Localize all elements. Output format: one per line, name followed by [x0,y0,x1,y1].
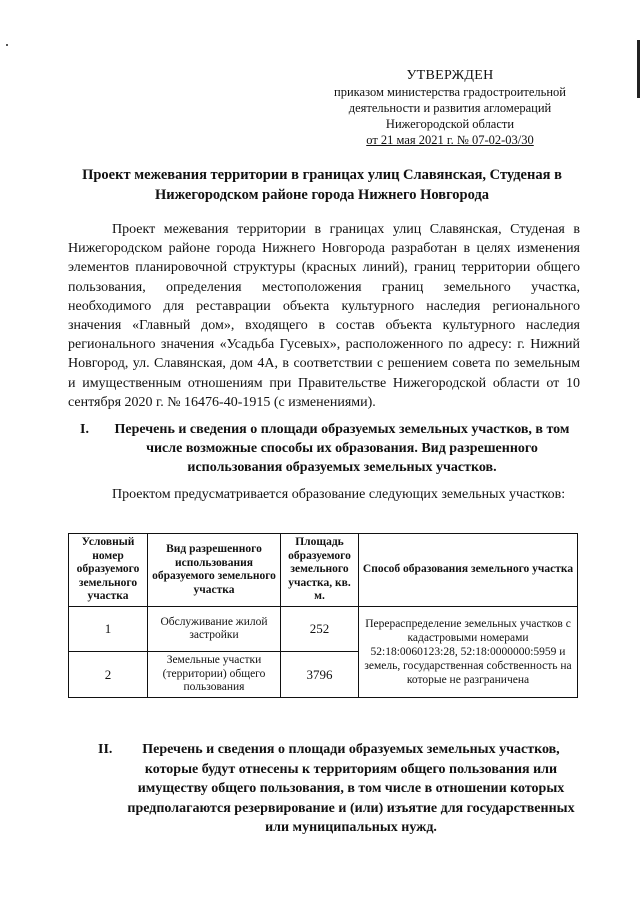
approval-line-2: деятельности и развития агломераций [348,101,552,115]
section-1-title: Перечень и сведения о площади образуемых земельных участков, в том числе возможные способы их образования. Вид разрешенного использования образуемых земельных участков. [114,422,570,475]
parcels-table [68,533,578,698]
section-1-heading [68,420,580,477]
intro-paragraph: Проект межевания территории в границах улиц Славянская, Студеная в Нижегородском районе города Нижнего Новгорода разработан в целях изменения элементов планировочной структуры (красных линий), границ территории общего пользования, определения местоположения границ земельного участка, необходимого для реставрации объекта культурного наследия регионального значения «Главный дом», входящего в состав объекта культурного наследия регионального значения «Усадьба Гусевых», расположенного по адресу: г. Нижний Новгород, ул. Славянская, дом 4А, в соответствии с решением совета по земельным и имущественным отношениям при Правительстве Нижегородской области от 10 сентября 2020 г. № 16476-40-1915 (с изменениями). [68,222,580,410]
table-row [69,607,578,652]
section-2-title: Перечень и сведения о площади образуемых земельных участков, которые будут отнесены к территориям общего пользования или имуществу общего пользования, в том числе в отношении которых предполагаются резервирование и (или) изъятие для государственных или муниципальных нужд. [127,742,575,835]
cell-number: 2 [69,652,148,698]
margin-mark [6,44,8,46]
header-use: Вид разрешенного использования образуемого земельного участка [148,534,281,607]
cell-use: Земельные участки (территории) общего пользования [148,652,281,698]
approval-heading: УТВЕРЖДЕН [406,68,494,83]
approval-stamp [300,68,600,148]
section-2-heading [68,740,580,838]
header-area: Площадь образуемого земельного участка, кв. м. [281,534,359,607]
section-1-number: I. [80,422,89,437]
cell-method: Перераспределение земельных участков с кадастровыми номерами 52:18:0060123:28, 52:18:0000000:5959 и земель, государственная собственность на которые не разграничена [359,607,578,698]
cell-use: Обслуживание жилой застройки [148,607,281,652]
cell-area: 252 [281,607,359,652]
approval-line-3: Нижегородской области [385,117,515,131]
cell-number: 1 [69,607,148,652]
cell-area: 3796 [281,652,359,698]
approval-line-1: приказом министерства градостроительной [334,85,566,99]
header-number: Условный номер образуемого земельного участка [69,534,148,607]
approval-date-number: от 21 мая 2021 г. № 07-02-03/30 [366,133,534,147]
table-header-row [69,534,578,607]
section-2-number: II. [98,742,113,757]
section-1-intro: Проектом предусматривается образование следующих земельных участков: [112,487,566,502]
header-method: Способ образования земельного участка [359,534,578,607]
document-title: Проект межевания территории в границах улиц Славянская, Студеная в Нижегородском районе города Нижнего Новгорода [82,167,562,203]
